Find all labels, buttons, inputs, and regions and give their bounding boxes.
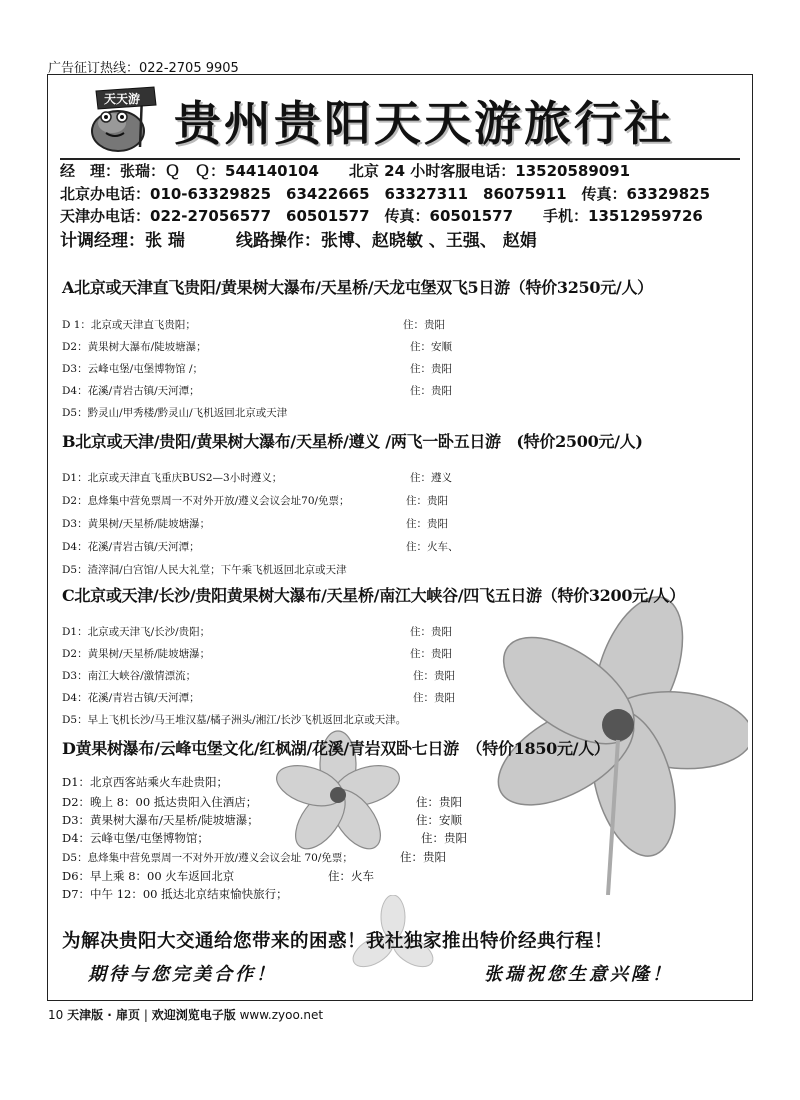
route-d-day: D4：云峰屯堡/屯堡博物馆； [62,831,209,845]
route-c-heading: C北京或天津/长沙/贵阳黄果树大瀑布/天星桥/南江大峡谷/四飞五日游（特价3200元/人） [62,586,685,605]
route-b-stay: 住：贵阳 [406,518,448,530]
route-a-stay: 住：贵阳 [403,319,445,331]
route-c-day: D4：花溪/青岩古镇/天河潭； [62,692,200,704]
contact-manager-line: 经 理：张瑞：Ｑ Ｑ：544140104 北京 24 小时客服电话：13520589091 [60,162,631,180]
route-b-stay: 住：火车、 [406,541,459,553]
route-d-day: D5：息烽集中营免票周一不对外开放/遵义会议会址 70/免票； [62,852,353,864]
route-d-day: D3：黄果树大瀑布/天星桥/陡坡塘瀑； [62,813,259,827]
contact-staff-line: 计调经理：张 瑞 线路操作：张博、赵晓敏 、王强、 赵娟 [60,231,537,251]
route-d-day: D6：早上乘 8：00 火车返回北京 [62,869,235,883]
route-b-day: D4：花溪/青岩古镇/天河潭； [62,541,200,553]
mascot-flag-text: 天天游 [104,92,141,106]
ad-hotline: 广告征订热线：022-2705 9905 [48,61,239,76]
route-a-stay: 住：贵阳 [410,363,452,375]
route-c-day: D2：黄果树/天星桥/陡坡塘瀑； [62,648,211,660]
route-d-day: D7：中午 12：00 抵达北京结束愉快旅行； [62,887,288,901]
route-d-day: D2：晚上 8：00 抵达贵阳入住酒店； [62,795,258,809]
route-a-day: D2：黄果树大瀑布/陡坡塘瀑； [62,341,207,353]
route-a-heading: A北京或天津直飞贵阳/黄果树大瀑布/天星桥/天龙屯堡双飞5日游（特价3250元/人） [62,278,653,297]
route-a-day: D5：黔灵山/甲秀楼/黔灵山/飞机返回北京或天津 [62,407,288,419]
contact-beijing-office: 北京办电话：010-63329825 63422665 63327311 86075911 传真：63329825 [60,185,711,203]
footer-separator: | [143,1008,152,1022]
route-d-day: D1：北京西客站乘火车赴贵阳； [62,775,229,789]
route-b-stay: 住：遵义 [410,472,452,484]
wish-left: 期待与您完美合作！ [88,964,277,985]
logo-title-row [82,83,742,157]
route-d-stay: 住：贵阳 [400,850,446,864]
frog-mascot-logo [82,83,164,155]
route-d-heading: D黄果树瀑布/云峰屯堡文化/红枫湖/花溪/青岩双卧七日游 （特价1850元/人） [62,739,610,758]
route-a-stay: 住：贵阳 [410,385,452,397]
page-number: 10 [48,1008,64,1022]
route-a-stay: 住：安顺 [410,341,452,353]
route-d-stay: 住：贵阳 [416,795,462,809]
route-c-stay: 住：贵阳 [413,692,455,704]
route-b-day: D5：渣滓洞/白宫馆/人民大礼堂；下午乘飞机返回北京或天津 [62,564,347,576]
route-b-day: D3：黄果树/天星桥/陡坡塘瀑； [62,518,211,530]
route-d-stay: 住：安顺 [416,813,462,827]
browse-label: 欢迎浏览电子版 [151,1008,236,1022]
route-c-day: D1：北京或天津飞/长沙/贵阳； [62,626,211,638]
route-c-stay: 住：贵阳 [410,626,452,638]
route-c-day: D3：南江大峡谷/激情漂流； [62,670,197,682]
edition-label: 天津版 · 扉页 [67,1008,141,1022]
promo-slogan: 为解决贵阳大交通给您带来的困惑！我社独家推出特价经典行程！ [62,931,614,952]
page-frame [47,74,753,1001]
route-d-stay: 住：贵阳 [421,831,467,845]
page-footer [48,1006,323,1023]
route-b-heading: B北京或天津/贵阳/黄果树大瀑布/天星桥/遵义 /两飞一卧五日游 (特价2500元/人) [62,432,643,451]
wish-right: 张瑞祝您生意兴隆！ [484,964,673,985]
route-b-day: D1：北京或天津直飞重庆BUS2—3小时遵义； [62,472,283,484]
route-a-day: D4：花溪/青岩古镇/天河潭； [62,385,200,397]
route-a-day: D3：云峰屯堡/屯堡博物馆 /； [62,363,204,375]
route-c-stay: 住：贵阳 [410,648,452,660]
route-b-day: D2：息烽集中营免票周一不对外开放/遵义会议会址70/免票； [62,495,350,507]
route-c-stay: 住：贵阳 [413,670,455,682]
site-url-link[interactable]: www.zyoo.net [239,1008,324,1022]
route-c-day: D5：早上飞机长沙/马王堆汉墓/橘子洲头/湘江/长沙飞机返回北京或天津。 [62,714,407,726]
route-b-stay: 住：贵阳 [406,495,448,507]
route-d-stay: 住：火车 [328,869,374,883]
contact-tianjin-office: 天津办电话：022-27056577 60501577 传真：60501577 手机：13512959726 [60,207,703,225]
route-a-day: D 1：北京或天津直飞贵阳； [62,319,196,331]
agency-title: 贵州贵阳天天游旅行社 [174,97,674,152]
